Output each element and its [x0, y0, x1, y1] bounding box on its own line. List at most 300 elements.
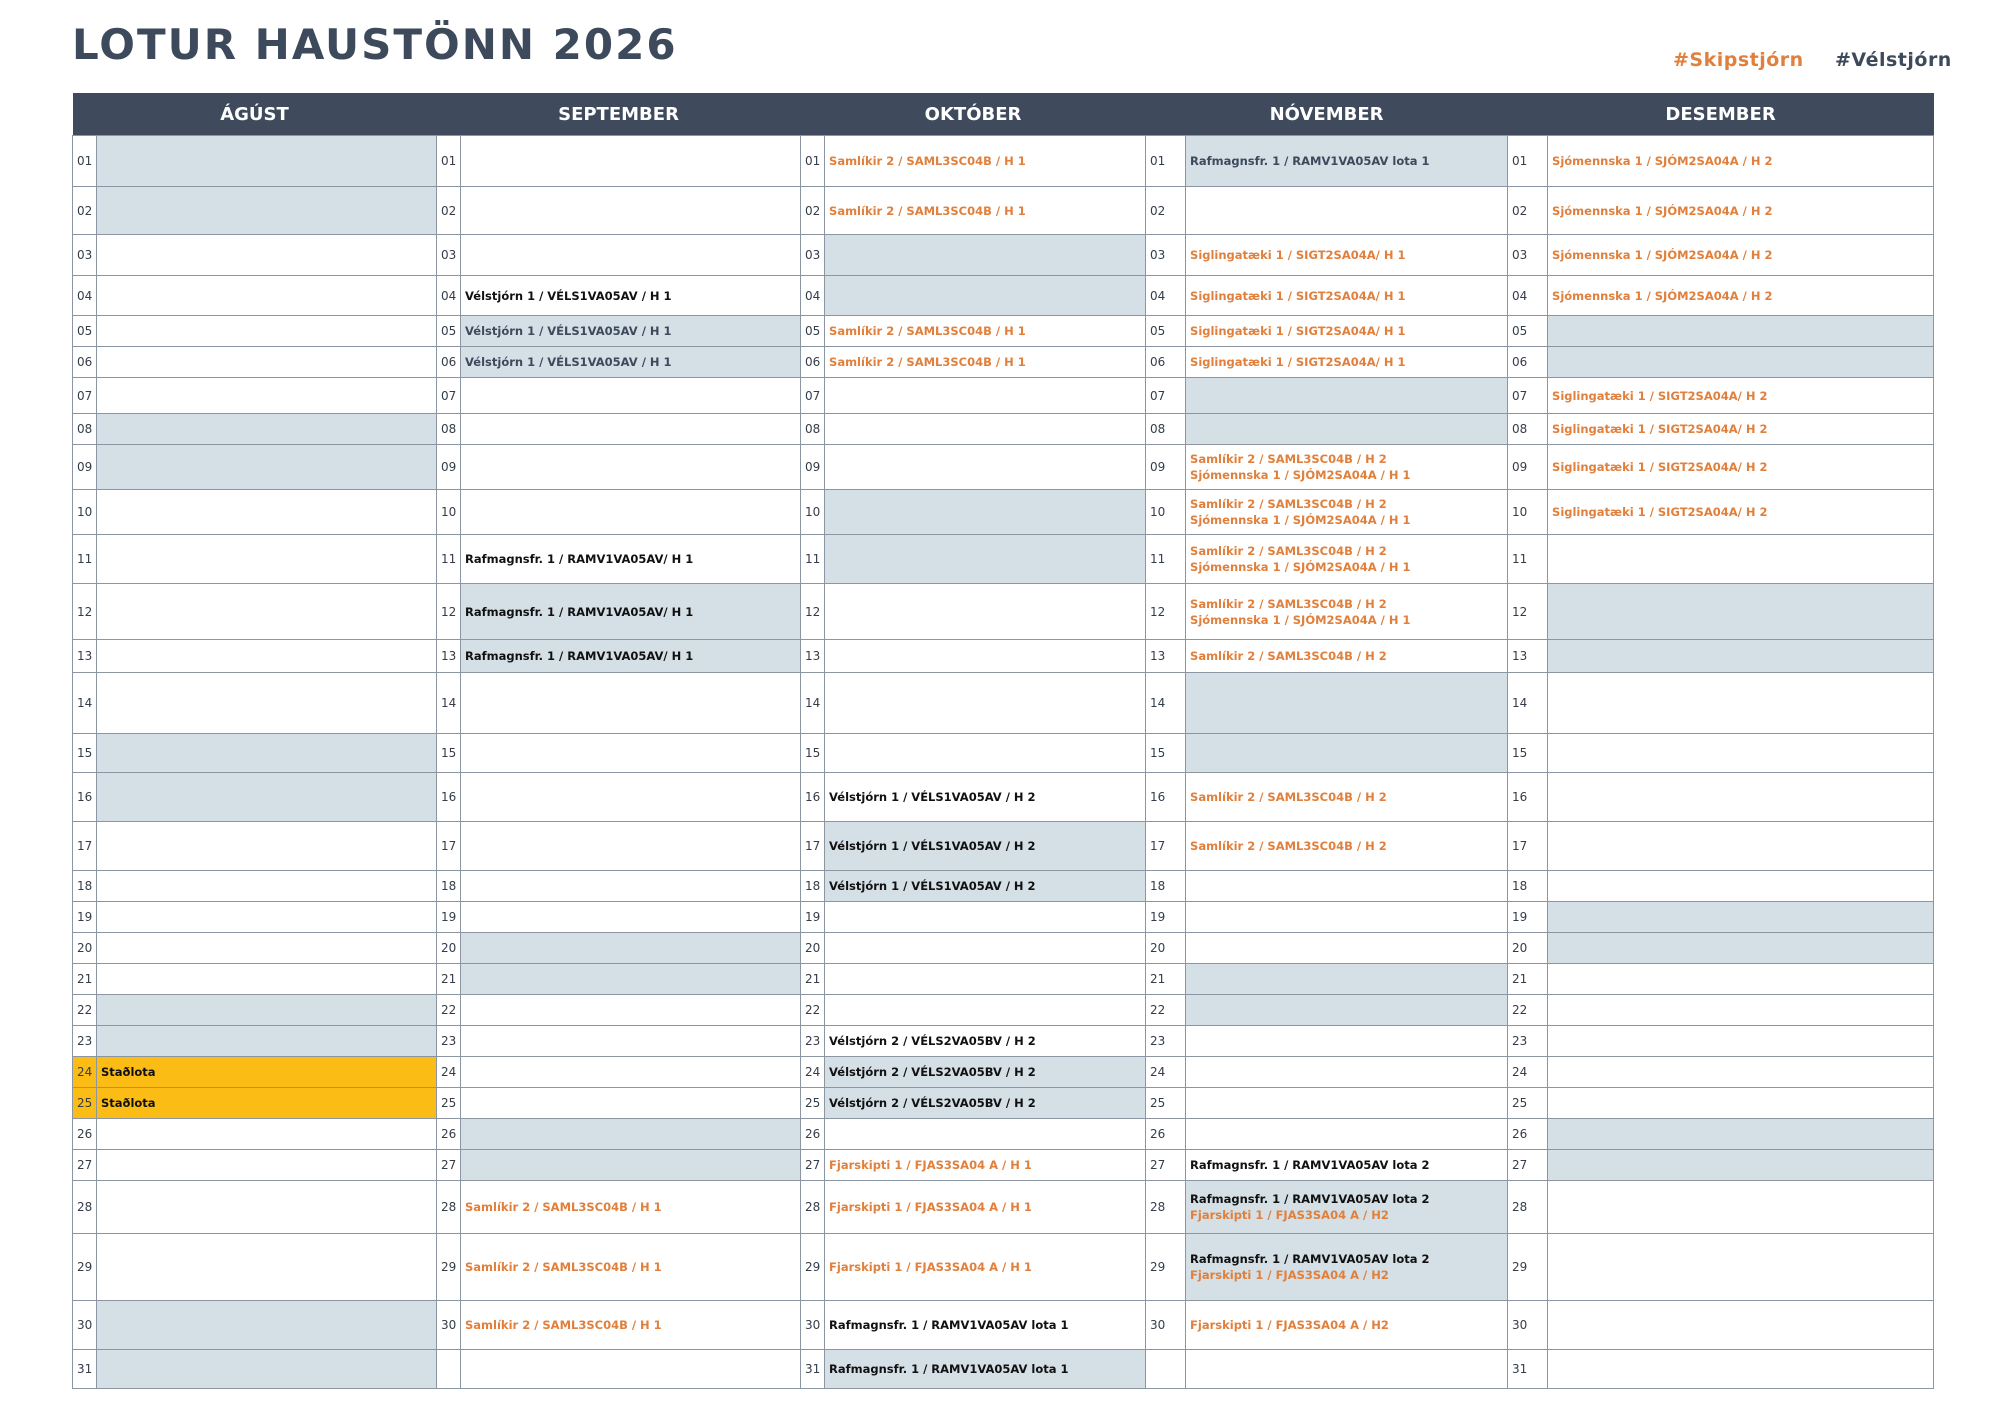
- day-cell[interactable]: [461, 187, 801, 235]
- day-cell[interactable]: [1548, 316, 1934, 347]
- day-number: 19: [73, 902, 97, 933]
- day-number: 03: [73, 235, 97, 276]
- day-cell[interactable]: [97, 995, 437, 1026]
- day-cell[interactable]: [461, 535, 801, 584]
- day-number: 21: [1508, 964, 1548, 995]
- day-number: 27: [1508, 1150, 1548, 1181]
- day-cell[interactable]: [1186, 276, 1508, 316]
- day-cell[interactable]: [1186, 187, 1508, 235]
- day-number: 20: [801, 933, 825, 964]
- day-cell[interactable]: [825, 235, 1146, 276]
- day-cell[interactable]: [1186, 1301, 1508, 1350]
- day-cell[interactable]: [97, 1119, 437, 1150]
- day-number: 17: [801, 822, 825, 871]
- day-number: 31: [1508, 1350, 1548, 1389]
- day-number: 06: [1508, 347, 1548, 378]
- day-number: 23: [437, 1026, 461, 1057]
- day-number: 11: [1508, 535, 1548, 584]
- course-entry: Fjarskipti 1 / FJAS3SA04 A / H 1: [829, 1200, 1032, 1214]
- day-cell[interactable]: [1186, 1350, 1508, 1389]
- day-number: 30: [1146, 1301, 1186, 1350]
- day-cell[interactable]: [1186, 445, 1508, 490]
- day-number: 27: [801, 1150, 825, 1181]
- day-number: 13: [437, 640, 461, 673]
- day-cell[interactable]: [1548, 136, 1934, 187]
- day-cell[interactable]: [825, 995, 1146, 1026]
- day-number: 22: [1146, 995, 1186, 1026]
- day-cell[interactable]: [461, 136, 801, 187]
- day-number: 29: [437, 1234, 461, 1301]
- table-row: [73, 276, 1934, 316]
- day-number: 16: [801, 773, 825, 822]
- day-cell[interactable]: [825, 535, 1146, 584]
- day-cell[interactable]: [461, 734, 801, 773]
- day-cell[interactable]: [825, 378, 1146, 414]
- day-number: 10: [801, 490, 825, 535]
- table-row: [73, 902, 1934, 933]
- course-entry: Rafmagnsfr. 1 / RAMV1VA05AV lota 2: [1190, 1252, 1430, 1266]
- day-cell[interactable]: [97, 347, 437, 378]
- day-number: 19: [437, 902, 461, 933]
- table-row: [73, 964, 1934, 995]
- calendar-body: [73, 136, 1934, 1389]
- day-cell[interactable]: [461, 1057, 801, 1088]
- day-cell[interactable]: [97, 584, 437, 640]
- course-entry: Fjarskipti 1 / FJAS3SA04 A / H 1: [829, 1260, 1032, 1274]
- day-number: 28: [73, 1181, 97, 1234]
- day-cell[interactable]: [825, 673, 1146, 734]
- day-cell[interactable]: [1548, 902, 1934, 933]
- day-cell[interactable]: [97, 1234, 437, 1301]
- day-cell[interactable]: [1186, 964, 1508, 995]
- day-cell[interactable]: [1186, 316, 1508, 347]
- day-cell[interactable]: [825, 1350, 1146, 1389]
- day-number: 24: [801, 1057, 825, 1088]
- table-row: [73, 378, 1934, 414]
- course-entry: Samlíkir 2 / SAML3SC04B / H 1: [829, 203, 1026, 218]
- table-row: [73, 773, 1934, 822]
- course-entry: Samlíkir 2 / SAML3SC04B / H 2: [1190, 544, 1387, 558]
- day-number: 02: [73, 187, 97, 235]
- month-header: OKTÓBER: [801, 93, 1146, 136]
- day-cell[interactable]: [1186, 822, 1508, 871]
- day-number: 24: [437, 1057, 461, 1088]
- day-number: 17: [1508, 822, 1548, 871]
- day-number: 18: [1146, 871, 1186, 902]
- day-cell[interactable]: [461, 902, 801, 933]
- day-cell[interactable]: [1186, 933, 1508, 964]
- day-number: 14: [801, 673, 825, 734]
- day-cell[interactable]: [1548, 1181, 1934, 1234]
- day-number: 14: [1508, 673, 1548, 734]
- course-entry: Samlíkir 2 / SAML3SC04B / H 1: [465, 1200, 662, 1214]
- day-cell[interactable]: [825, 1234, 1146, 1301]
- day-cell[interactable]: [97, 316, 437, 347]
- day-cell[interactable]: [461, 276, 801, 316]
- day-number: 08: [1146, 414, 1186, 445]
- day-cell[interactable]: [1548, 445, 1934, 490]
- day-cell[interactable]: [1186, 1088, 1508, 1119]
- day-number: 28: [1146, 1181, 1186, 1234]
- day-cell[interactable]: [1548, 871, 1934, 902]
- day-cell[interactable]: [1186, 1026, 1508, 1057]
- day-cell[interactable]: [97, 378, 437, 414]
- day-cell[interactable]: [1548, 1119, 1934, 1150]
- day-cell[interactable]: [1186, 414, 1508, 445]
- calendar-table: [72, 93, 1934, 1389]
- table-row: [73, 1350, 1934, 1389]
- course-entry: Samlíkir 2 / SAML3SC04B / H 2: [1190, 790, 1387, 804]
- day-number: 08: [1508, 414, 1548, 445]
- day-cell[interactable]: [97, 445, 437, 490]
- day-number: 07: [1146, 378, 1186, 414]
- day-cell[interactable]: [1186, 535, 1508, 584]
- day-number: 06: [801, 347, 825, 378]
- day-number: [1146, 1350, 1186, 1389]
- day-cell[interactable]: [97, 187, 437, 235]
- day-cell[interactable]: [1186, 1150, 1508, 1181]
- day-number: 20: [73, 933, 97, 964]
- day-number: 10: [73, 490, 97, 535]
- day-cell[interactable]: [1548, 235, 1934, 276]
- course-entry: Siglingatæki 1 / SIGT2SA04A/ H 2: [1552, 388, 1768, 403]
- day-cell[interactable]: [1548, 187, 1934, 235]
- day-number: 31: [801, 1350, 825, 1389]
- day-cell[interactable]: [825, 136, 1146, 187]
- day-cell[interactable]: [461, 347, 801, 378]
- day-cell[interactable]: [97, 871, 437, 902]
- day-cell[interactable]: [825, 584, 1146, 640]
- course-entry: Rafmagnsfr. 1 / RAMV1VA05AV lota 2: [1190, 1158, 1430, 1172]
- day-cell[interactable]: [461, 235, 801, 276]
- day-cell[interactable]: [1186, 1181, 1508, 1234]
- day-cell[interactable]: [1186, 673, 1508, 734]
- table-row: [73, 316, 1934, 347]
- day-number: 26: [73, 1119, 97, 1150]
- day-cell[interactable]: [825, 347, 1146, 378]
- day-number: 20: [437, 933, 461, 964]
- day-number: 28: [1508, 1181, 1548, 1234]
- day-cell[interactable]: [97, 1026, 437, 1057]
- day-cell[interactable]: [97, 902, 437, 933]
- day-cell[interactable]: [461, 995, 801, 1026]
- day-cell[interactable]: [1186, 902, 1508, 933]
- day-cell[interactable]: [1548, 1301, 1934, 1350]
- day-cell[interactable]: [1548, 1350, 1934, 1389]
- day-cell[interactable]: [97, 1350, 437, 1389]
- course-entry: Siglingatæki 1 / SIGT2SA04A/ H 2: [1552, 460, 1768, 474]
- day-cell[interactable]: [1548, 964, 1934, 995]
- day-number: 25: [73, 1088, 97, 1119]
- day-number: 30: [1508, 1301, 1548, 1350]
- day-cell[interactable]: [97, 1088, 437, 1119]
- day-number: 17: [73, 822, 97, 871]
- day-cell[interactable]: [1186, 136, 1508, 187]
- table-row: [73, 136, 1934, 187]
- day-cell[interactable]: [825, 414, 1146, 445]
- day-cell[interactable]: [461, 445, 801, 490]
- day-number: 29: [1508, 1234, 1548, 1301]
- day-cell[interactable]: [461, 1181, 801, 1234]
- day-cell[interactable]: [461, 1301, 801, 1350]
- day-number: 30: [801, 1301, 825, 1350]
- day-number: 31: [73, 1350, 97, 1389]
- day-cell[interactable]: [825, 1088, 1146, 1119]
- course-entry: Staðlota: [101, 1065, 156, 1079]
- day-number: 02: [437, 187, 461, 235]
- month-header: ÁGÚST: [73, 93, 437, 136]
- day-cell[interactable]: [461, 1026, 801, 1057]
- tag-velstjorn: #Vélstjórn: [1835, 49, 1952, 71]
- day-cell[interactable]: [1548, 490, 1934, 535]
- day-cell[interactable]: [97, 673, 437, 734]
- day-cell[interactable]: [1548, 822, 1934, 871]
- day-cell[interactable]: [1548, 1026, 1934, 1057]
- day-cell[interactable]: [825, 933, 1146, 964]
- day-cell[interactable]: [1186, 1234, 1508, 1301]
- day-cell[interactable]: [461, 584, 801, 640]
- day-number: 03: [437, 235, 461, 276]
- day-number: 20: [1146, 933, 1186, 964]
- day-cell[interactable]: [461, 316, 801, 347]
- day-number: 09: [437, 445, 461, 490]
- day-number: 29: [1146, 1234, 1186, 1301]
- day-cell[interactable]: [1548, 933, 1934, 964]
- day-cell[interactable]: [1548, 584, 1934, 640]
- day-cell[interactable]: [1548, 640, 1934, 673]
- day-cell[interactable]: [461, 1350, 801, 1389]
- day-cell[interactable]: [461, 964, 801, 995]
- course-entry: Samlíkir 2 / SAML3SC04B / H 1: [465, 1260, 662, 1274]
- day-cell[interactable]: [97, 235, 437, 276]
- course-entry: Rafmagnsfr. 1 / RAMV1VA05AV lota 1: [829, 1362, 1069, 1376]
- day-cell[interactable]: [1548, 1057, 1934, 1088]
- day-number: 18: [1508, 871, 1548, 902]
- day-cell[interactable]: [1186, 347, 1508, 378]
- day-number: 23: [1146, 1026, 1186, 1057]
- day-cell[interactable]: [97, 1150, 437, 1181]
- day-number: 12: [801, 584, 825, 640]
- day-cell[interactable]: [825, 734, 1146, 773]
- day-number: 01: [1508, 136, 1548, 187]
- day-number: 08: [437, 414, 461, 445]
- day-number: 05: [73, 316, 97, 347]
- day-cell[interactable]: [97, 773, 437, 822]
- day-cell[interactable]: [97, 1181, 437, 1234]
- day-number: 12: [1146, 584, 1186, 640]
- day-cell[interactable]: [1186, 734, 1508, 773]
- day-number: 13: [73, 640, 97, 673]
- day-cell[interactable]: [1548, 276, 1934, 316]
- day-number: 11: [1146, 535, 1186, 584]
- day-cell[interactable]: [461, 673, 801, 734]
- day-cell[interactable]: [97, 933, 437, 964]
- day-cell[interactable]: [1548, 995, 1934, 1026]
- day-cell[interactable]: [461, 822, 801, 871]
- day-cell[interactable]: [461, 490, 801, 535]
- day-cell[interactable]: [825, 871, 1146, 902]
- day-cell[interactable]: [1186, 235, 1508, 276]
- day-cell[interactable]: [825, 1119, 1146, 1150]
- day-cell[interactable]: [97, 1057, 437, 1088]
- day-number: 27: [73, 1150, 97, 1181]
- day-cell[interactable]: [1186, 584, 1508, 640]
- day-number: 14: [437, 673, 461, 734]
- day-number: 17: [1146, 822, 1186, 871]
- day-cell[interactable]: [825, 964, 1146, 995]
- day-number: 06: [437, 347, 461, 378]
- day-cell[interactable]: [97, 414, 437, 445]
- day-cell[interactable]: [1548, 1234, 1934, 1301]
- table-row: [73, 871, 1934, 902]
- day-cell[interactable]: [97, 136, 437, 187]
- day-cell[interactable]: [461, 1234, 801, 1301]
- day-cell[interactable]: [461, 871, 801, 902]
- day-cell[interactable]: [1186, 490, 1508, 535]
- course-entry: Samlíkir 2 / SAML3SC04B / H 2: [1190, 839, 1387, 853]
- day-cell[interactable]: [1186, 378, 1508, 414]
- course-entry: Rafmagnsfr. 1 / RAMV1VA05AV/ H 1: [465, 552, 694, 566]
- table-row: [73, 235, 1934, 276]
- table-row: [73, 1301, 1934, 1350]
- day-cell[interactable]: [97, 964, 437, 995]
- day-number: 11: [73, 535, 97, 584]
- day-number: 22: [1508, 995, 1548, 1026]
- day-cell[interactable]: [1548, 414, 1934, 445]
- day-cell[interactable]: [825, 1057, 1146, 1088]
- table-row: [73, 490, 1934, 535]
- day-number: [437, 1350, 461, 1389]
- course-entry: Vélstjórn 2 / VÉLS2VA05BV / H 2: [829, 1096, 1036, 1110]
- day-number: 13: [801, 640, 825, 673]
- day-number: 13: [1146, 640, 1186, 673]
- day-cell[interactable]: [97, 276, 437, 316]
- day-cell[interactable]: [1548, 1088, 1934, 1119]
- day-cell[interactable]: [1186, 773, 1508, 822]
- day-cell[interactable]: [461, 1088, 801, 1119]
- day-cell[interactable]: [461, 773, 801, 822]
- day-cell[interactable]: [461, 378, 801, 414]
- day-cell[interactable]: [97, 535, 437, 584]
- day-number: 06: [73, 347, 97, 378]
- day-number: 01: [801, 136, 825, 187]
- day-number: 11: [437, 535, 461, 584]
- day-cell[interactable]: [1548, 378, 1934, 414]
- day-number: 26: [801, 1119, 825, 1150]
- day-cell[interactable]: [825, 1026, 1146, 1057]
- day-number: 18: [437, 871, 461, 902]
- day-cell[interactable]: [1548, 773, 1934, 822]
- day-cell[interactable]: [97, 640, 437, 673]
- day-cell[interactable]: [1186, 1119, 1508, 1150]
- day-cell[interactable]: [1548, 734, 1934, 773]
- day-number: 28: [437, 1181, 461, 1234]
- day-number: 03: [1508, 235, 1548, 276]
- day-cell[interactable]: [97, 1301, 437, 1350]
- day-number: 05: [1146, 316, 1186, 347]
- course-entry: Fjarskipti 1 / FJAS3SA04 A / H 1: [829, 1158, 1032, 1172]
- day-cell[interactable]: [1548, 535, 1934, 584]
- course-entry: Fjarskipti 1 / FJAS3SA04 A / H2: [1190, 1268, 1389, 1282]
- day-cell[interactable]: [1186, 1057, 1508, 1088]
- course-entry: Sjómennska 1 / SJÓM2SA04A / H 2: [1552, 248, 1773, 262]
- day-number: 11: [801, 535, 825, 584]
- day-number: 02: [1146, 187, 1186, 235]
- day-cell[interactable]: [1186, 995, 1508, 1026]
- course-entry: Siglingatæki 1 / SIGT2SA04A/ H 1: [1190, 324, 1406, 338]
- table-row: [73, 673, 1934, 734]
- course-entry: Samlíkir 2 / SAML3SC04B / H 2: [1190, 452, 1387, 466]
- day-number: 14: [73, 673, 97, 734]
- day-cell[interactable]: [825, 490, 1146, 535]
- day-number: 04: [1146, 276, 1186, 316]
- course-entry: Fjarskipti 1 / FJAS3SA04 A / H2: [1190, 1318, 1389, 1332]
- day-cell[interactable]: [825, 276, 1146, 316]
- day-cell[interactable]: [825, 1301, 1146, 1350]
- day-number: 25: [801, 1088, 825, 1119]
- day-number: 07: [801, 378, 825, 414]
- day-cell[interactable]: [1186, 871, 1508, 902]
- table-row: [73, 535, 1934, 584]
- day-cell[interactable]: [1186, 640, 1508, 673]
- day-cell[interactable]: [1548, 347, 1934, 378]
- day-cell[interactable]: [461, 1119, 801, 1150]
- day-number: 24: [1146, 1057, 1186, 1088]
- course-entry: Sjómennska 1 / SJÓM2SA04A / H 1: [1190, 612, 1411, 627]
- day-number: 12: [437, 584, 461, 640]
- course-entry: Sjómennska 1 / SJÓM2SA04A / H 1: [1190, 468, 1411, 482]
- day-cell[interactable]: [97, 822, 437, 871]
- day-number: 24: [1508, 1057, 1548, 1088]
- course-entry: Siglingatæki 1 / SIGT2SA04A/ H 1: [1190, 248, 1406, 262]
- day-cell[interactable]: [825, 187, 1146, 235]
- month-header-row: [73, 93, 1934, 136]
- day-number: 22: [73, 995, 97, 1026]
- day-cell[interactable]: [825, 1150, 1146, 1181]
- table-row: [73, 640, 1934, 673]
- course-entry: Rafmagnsfr. 1 / RAMV1VA05AV/ H 1: [465, 649, 694, 663]
- day-number: 13: [1508, 640, 1548, 673]
- day-cell[interactable]: [825, 445, 1146, 490]
- course-entry: Rafmagnsfr. 1 / RAMV1VA05AV/ H 1: [465, 604, 694, 619]
- day-cell[interactable]: [97, 734, 437, 773]
- table-row: [73, 1026, 1934, 1057]
- day-cell[interactable]: [461, 1150, 801, 1181]
- day-cell[interactable]: [825, 773, 1146, 822]
- day-cell[interactable]: [1548, 1150, 1934, 1181]
- day-cell[interactable]: [461, 933, 801, 964]
- day-cell[interactable]: [461, 414, 801, 445]
- day-cell[interactable]: [825, 902, 1146, 933]
- day-number: 12: [1508, 584, 1548, 640]
- day-number: 23: [73, 1026, 97, 1057]
- day-cell[interactable]: [825, 316, 1146, 347]
- day-cell[interactable]: [97, 490, 437, 535]
- day-number: 30: [73, 1301, 97, 1350]
- course-entry: Siglingatæki 1 / SIGT2SA04A/ H 1: [1190, 288, 1406, 303]
- day-cell[interactable]: [461, 640, 801, 673]
- day-number: 14: [1146, 673, 1186, 734]
- day-cell[interactable]: [825, 1181, 1146, 1234]
- day-number: 15: [73, 734, 97, 773]
- day-number: 09: [1146, 445, 1186, 490]
- day-cell[interactable]: [825, 640, 1146, 673]
- day-cell[interactable]: [825, 822, 1146, 871]
- day-number: 04: [1508, 276, 1548, 316]
- day-number: 22: [437, 995, 461, 1026]
- month-header: DESEMBER: [1508, 93, 1934, 136]
- day-cell[interactable]: [1548, 673, 1934, 734]
